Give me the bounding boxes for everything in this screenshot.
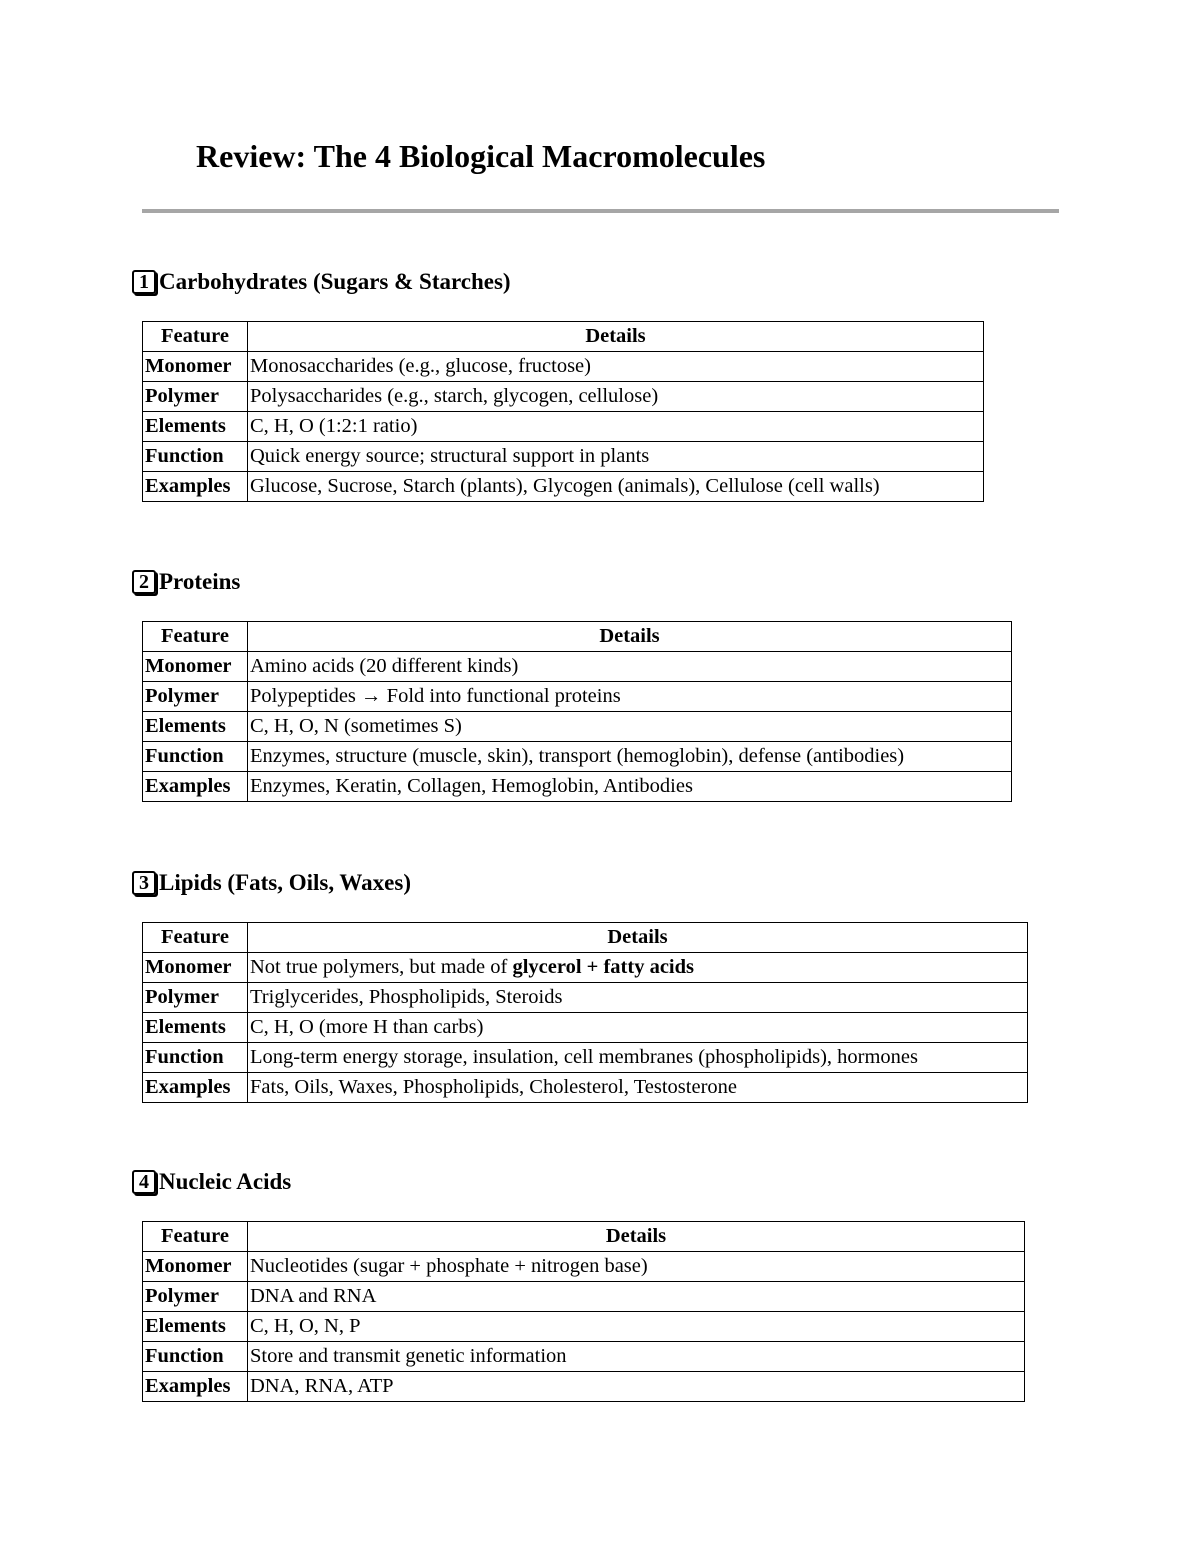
section-title: Proteins — [159, 569, 241, 594]
section-title: Nucleic Acids — [159, 1169, 292, 1194]
feature-cell: Examples — [143, 472, 248, 502]
feature-cell: Elements — [143, 412, 248, 442]
feature-cell: Function — [143, 1342, 248, 1372]
table-row — [143, 1312, 1025, 1342]
number-keycap-icon: 2 — [132, 570, 156, 594]
section-title: Lipids (Fats, Oils, Waxes) — [159, 870, 411, 895]
feature-cell: Examples — [143, 1073, 248, 1103]
feature-cell: Polymer — [143, 382, 248, 412]
details-cell: C, H, O, N, P — [248, 1312, 1025, 1342]
details-cell: Quick energy source; structural support in plants — [248, 442, 984, 472]
table-header-row — [143, 322, 984, 352]
table-row — [143, 1342, 1025, 1372]
feature-header: Feature — [143, 622, 248, 652]
details-cell: C, H, O (1:2:1 ratio) — [248, 412, 984, 442]
feature-cell: Examples — [143, 772, 248, 802]
table-row — [143, 412, 984, 442]
details-cell: Store and transmit genetic information — [248, 1342, 1025, 1372]
title-divider — [142, 209, 1059, 213]
details-cell: Polysaccharides (e.g., starch, glycogen, cellulose) — [248, 382, 984, 412]
details-cell: Long-term energy storage, insulation, cell membranes (phospholipids), hormones — [248, 1043, 1028, 1073]
details-cell: C, H, O, N (sometimes S) — [248, 712, 1012, 742]
table-row — [143, 1013, 1028, 1043]
number-keycap-icon: 3 — [132, 871, 156, 895]
details-cell: Glucose, Sucrose, Starch (plants), Glycogen (animals), Cellulose (cell walls) — [248, 472, 984, 502]
details-emphasis: glycerol + fatty acids — [512, 956, 694, 978]
table-row — [143, 382, 984, 412]
feature-cell: Monomer — [143, 1252, 248, 1282]
feature-cell: Elements — [143, 712, 248, 742]
section-heading — [132, 868, 1028, 898]
details-cell: Amino acids (20 different kinds) — [248, 652, 1012, 682]
details-header: Details — [248, 1222, 1025, 1252]
feature-cell: Examples — [143, 1372, 248, 1402]
details-cell: Triglycerides, Phospholipids, Steroids — [248, 983, 1028, 1013]
table-row — [143, 1282, 1025, 1312]
details-header: Details — [248, 923, 1028, 953]
table-row — [143, 1372, 1025, 1402]
feature-cell: Elements — [143, 1013, 248, 1043]
feature-header: Feature — [143, 923, 248, 953]
table-row — [143, 472, 984, 502]
details-cell — [248, 953, 1028, 983]
feature-header: Feature — [143, 1222, 248, 1252]
table-row — [143, 742, 1012, 772]
details-header: Details — [248, 322, 984, 352]
details-cell: Monosaccharides (e.g., glucose, fructose) — [248, 352, 984, 382]
details-text: Not true polymers, but made of — [250, 956, 513, 978]
feature-cell: Polymer — [143, 1282, 248, 1312]
details-cell: Enzymes, structure (muscle, skin), transport (hemoglobin), defense (antibodies) — [248, 742, 1012, 772]
table-row — [143, 983, 1028, 1013]
section-nucleic-acids — [132, 1167, 1025, 1402]
feature-cell: Monomer — [143, 652, 248, 682]
table-row — [143, 1073, 1028, 1103]
table-row — [143, 682, 1012, 712]
table-row — [143, 772, 1012, 802]
section-title: Carbohydrates (Sugars & Starches) — [159, 269, 511, 294]
feature-table — [142, 922, 1028, 1103]
details-cell: C, H, O (more H than carbs) — [248, 1013, 1028, 1043]
feature-table — [142, 321, 984, 502]
feature-header: Feature — [143, 322, 248, 352]
section-proteins — [132, 567, 1012, 802]
details-cell: DNA and RNA — [248, 1282, 1025, 1312]
table-row — [143, 953, 1028, 983]
details-header: Details — [248, 622, 1012, 652]
feature-cell: Monomer — [143, 352, 248, 382]
table-row — [143, 652, 1012, 682]
number-keycap-icon: 1 — [132, 270, 156, 294]
table-header-row — [143, 923, 1028, 953]
section-heading — [132, 1167, 1025, 1197]
details-cell: Fats, Oils, Waxes, Phospholipids, Cholesterol, Testosterone — [248, 1073, 1028, 1103]
feature-cell: Function — [143, 442, 248, 472]
feature-table — [142, 1221, 1025, 1402]
table-header-row — [143, 622, 1012, 652]
details-cell: Polypeptides → Fold into functional proteins — [248, 682, 1012, 712]
feature-cell: Elements — [143, 1312, 248, 1342]
table-row — [143, 442, 984, 472]
page-title: Review: The 4 Biological Macromolecules — [196, 138, 766, 174]
details-cell: Nucleotides (sugar + phosphate + nitrogen base) — [248, 1252, 1025, 1282]
details-cell: DNA, RNA, ATP — [248, 1372, 1025, 1402]
feature-cell: Function — [143, 1043, 248, 1073]
feature-table — [142, 621, 1012, 802]
table-row — [143, 1252, 1025, 1282]
section-heading — [132, 567, 1012, 597]
number-keycap-icon: 4 — [132, 1170, 156, 1194]
feature-cell: Monomer — [143, 953, 248, 983]
table-header-row — [143, 1222, 1025, 1252]
table-row — [143, 352, 984, 382]
table-row — [143, 1043, 1028, 1073]
feature-cell: Function — [143, 742, 248, 772]
feature-cell: Polymer — [143, 682, 248, 712]
table-row — [143, 712, 1012, 742]
details-cell: Enzymes, Keratin, Collagen, Hemoglobin, Antibodies — [248, 772, 1012, 802]
feature-cell: Polymer — [143, 983, 248, 1013]
section-lipids — [132, 868, 1028, 1103]
section-heading — [132, 267, 984, 297]
section-carbohydrates — [132, 267, 984, 502]
